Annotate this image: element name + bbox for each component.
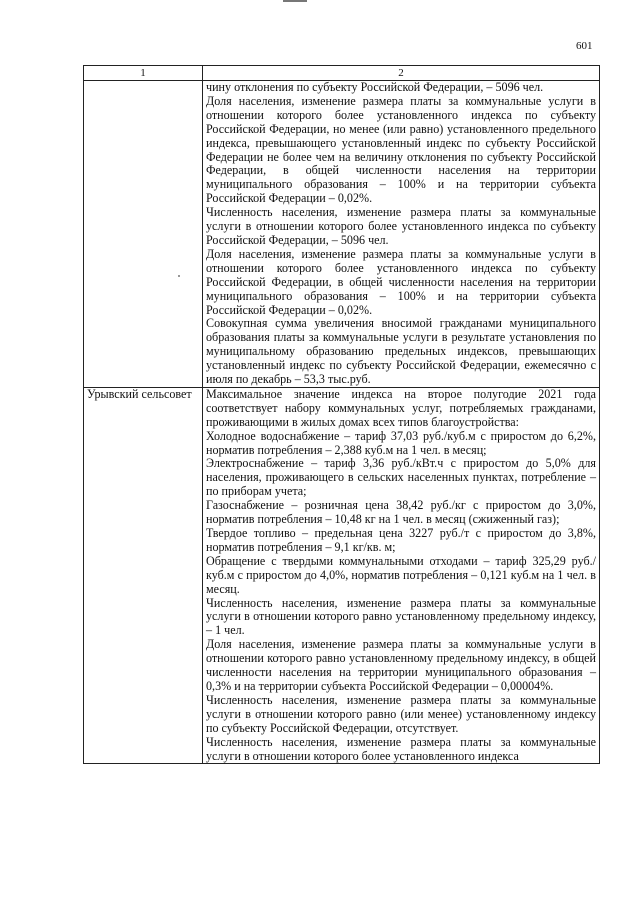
municipality-cell (84, 81, 203, 388)
paragraph: Максимальное значение индекса на второе полугодие 2021 года соответствует набору коммунальных услуг, потребляемых гражданами, проживающими в жилых домах всех типов благоустройства: (206, 386, 596, 429)
paragraph: Доля населения, изменение размера платы за коммунальные услуги в отношении которого равно установленному предельному индексу, в общей численности населения на территории муниципального образования – 0,3% и на территории субъекта Российской Федерации – 0,00004%. (206, 637, 596, 693)
page-number: 601 (576, 40, 593, 52)
table-row (84, 387, 600, 763)
paragraph: Доля населения, изменение размера платы за коммунальные услуги в отношении которого более установленного индекса по субъекту Российской Федерации, но менее (или равно) установленного предельного индекса, превышающего установленный индекс по субъекту Российской Федерации не более чем на величину отклонения по субъекту Российской Федерации, в общей численности населения на территории муниципального образования – 100% и на территории субъекта Российской Федерации – 0,02%. (206, 93, 596, 206)
paragraph: Численность населения, изменение размера платы за коммунальные услуги в отношении которого равно установленному предельному индексу, – 1 чел. (206, 595, 596, 638)
municipality-cell: Урывский сельсовет (84, 387, 203, 763)
column-header-2: 2 (203, 66, 600, 81)
description-cell (203, 387, 600, 763)
paragraph: Доля населения, изменение размера платы за коммунальные услуги в отношении которого более установленного индекса по субъекту Российской Федерации, в общей численности населения на территории муниципального образования – 100% и на территории субъекта Российской Федерации – 0,02%. (206, 246, 596, 317)
document-table (83, 65, 600, 764)
paragraph: Обращение с твердыми коммунальными отходами – тариф 325,29 руб./куб.м с приростом до 4,0%, норматив потребления – 0,121 куб.м на 1 чел. в месяц. (206, 553, 596, 596)
column-header-1: 1 (84, 66, 203, 81)
paragraph: Численность населения, изменение размера платы за коммунальные услуги в отношении которого более установленного индекса по субъекту Российской Федерации, – 5096 чел. (206, 205, 596, 247)
paragraph: Совокупная сумма увеличения вносимой гражданами муниципального образования платы за коммунальные услуги в результате установления по муниципальному образованию предельных индексов, превышающих установленный индекс по субъекту Российской Федерации, ежемесячно с июля по декабрь – 53,3 тыс.руб. (206, 316, 596, 387)
paragraph: Холодное водоснабжение – тариф 37,03 руб./куб.м с приростом до 6,2%, норматив потребления – 2,388 куб.м на 1 чел. в месяц; (206, 428, 596, 457)
description-cell (203, 81, 600, 388)
paragraph: Электроснабжение – тариф 3,36 руб./кВт.ч с приростом до 5,0% для населения, проживающего в сельских населенных пунктах, потребление – по приборам учета; (206, 456, 596, 499)
paragraph: чину отклонения по субъекту Российской Федерации, – 5096 чел. (206, 80, 544, 94)
table-row (84, 81, 600, 388)
table-header-row (84, 66, 600, 81)
scan-mark (283, 0, 307, 2)
paragraph: Численность населения, изменение размера платы за коммунальные услуги в отношении которого равно (или менее) установленному индексу по субъекту Российской Федерации, отсутствует. (206, 692, 596, 735)
paragraph: Газоснабжение – розничная цена 38,42 руб./кг с приростом до 3,0%, норматив потребления – 10,48 кг на 1 чел. в месяц (сжиженный газ); (206, 498, 596, 527)
paragraph: Численность населения, изменение размера платы за коммунальные услуги в отношении которого более установленного индекса (206, 734, 596, 763)
paragraph: Твердое топливо – предельная цена 3227 руб./т с приростом до 3,8%, норматив потребления – 9,1 кг/кв. м; (206, 526, 596, 554)
scan-speck (178, 275, 180, 277)
